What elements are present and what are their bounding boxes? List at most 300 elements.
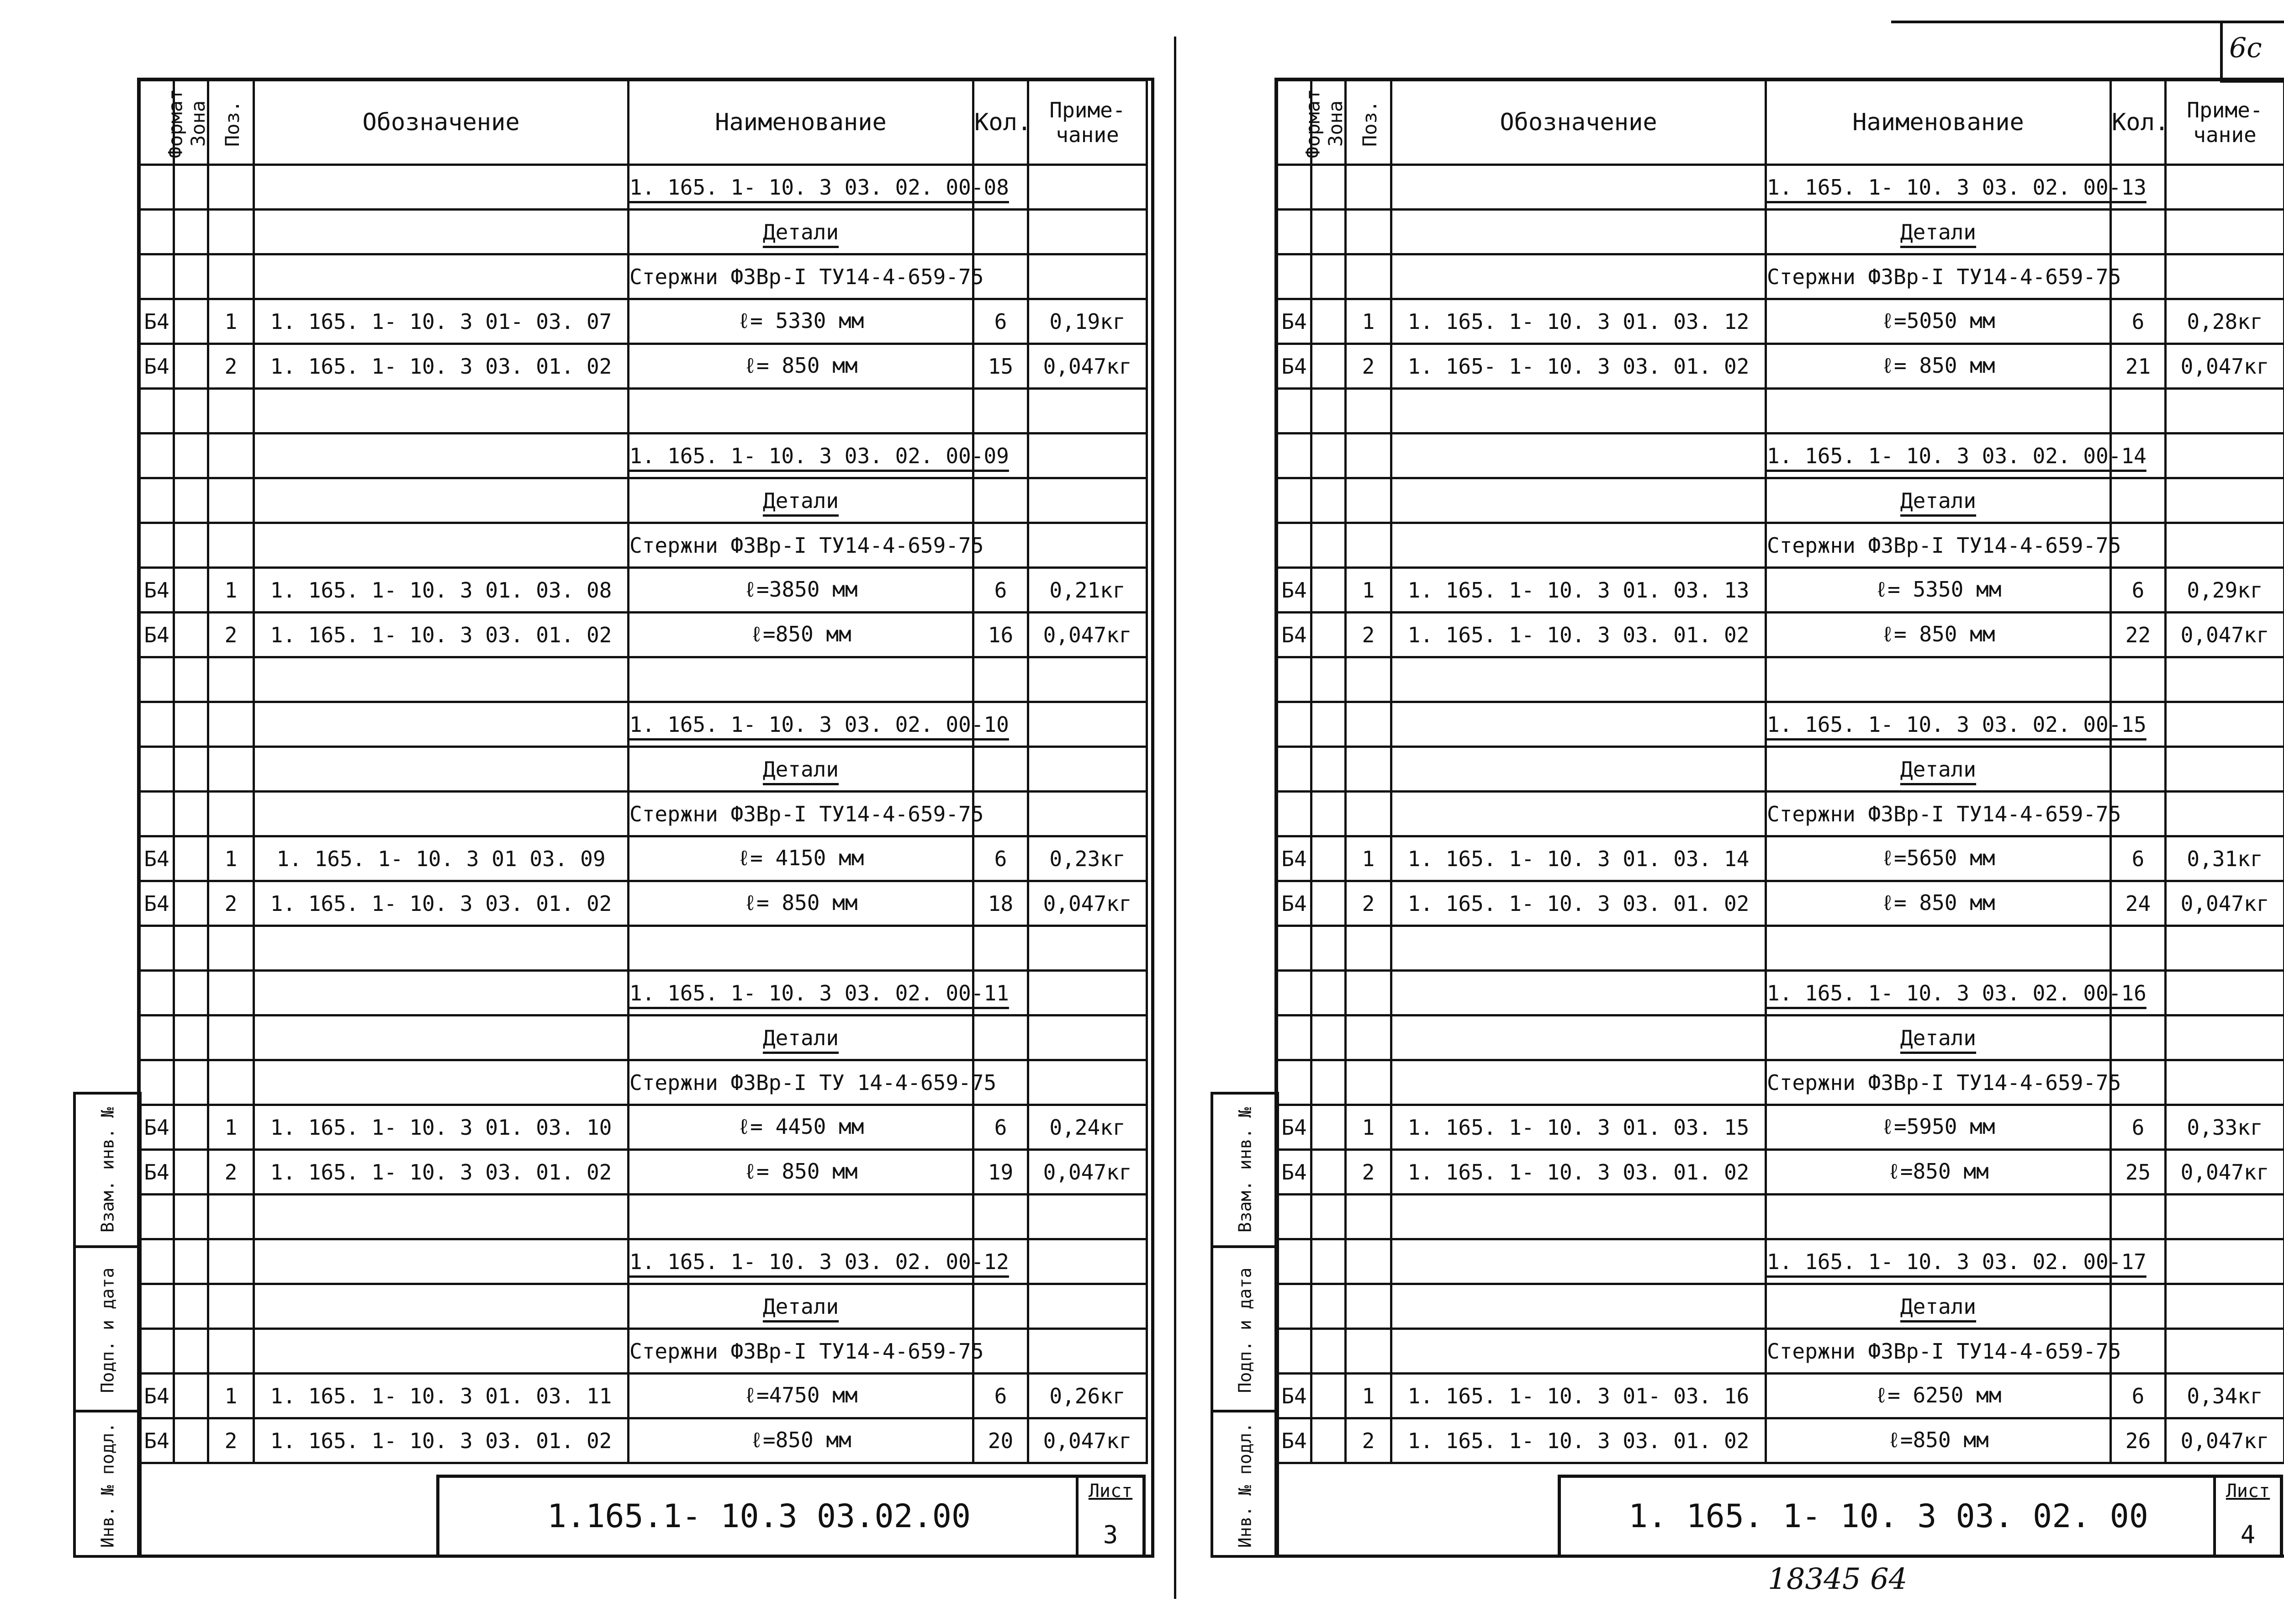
cell-pos: 1 [208, 299, 254, 344]
spec-row [1277, 1418, 2284, 1463]
cell-pos [1346, 210, 1391, 254]
cell-qty [973, 1284, 1028, 1329]
cell-format: Б4 [1277, 1374, 1311, 1418]
cell-name [629, 702, 1009, 747]
cell-designation [1391, 1239, 1766, 1284]
cell-note: 0,31кг [2166, 836, 2284, 881]
spec-row [140, 434, 1147, 478]
left-margin-stamp [73, 1092, 142, 1558]
cell-name: ℓ= 850 мм [1766, 344, 2111, 389]
cell-name: Стержни Ф3Вр-I ТУ14-4-659-75 [1766, 792, 2111, 836]
underlined-title: 1. 165. 1- 10. 3 03. 02. 00-14 [1767, 443, 2147, 468]
spec-row [1277, 299, 2284, 344]
cell-designation [254, 165, 629, 210]
cell-zone [1311, 254, 1346, 299]
cell-format: Б4 [140, 881, 174, 926]
cell-note [2166, 523, 2284, 568]
cell-note: 0,19кг [1028, 299, 1147, 344]
cell-qty: 6 [973, 1374, 1028, 1418]
spec-row [140, 568, 1147, 613]
spec-row [140, 344, 1147, 389]
cell-zone [1311, 702, 1346, 747]
cell-qty: 24 [2111, 881, 2166, 926]
cell-pos [1346, 1016, 1391, 1060]
cell-pos: 2 [208, 881, 254, 926]
underlined-title: 1. 165. 1- 10. 3 03. 02. 00-16 [1767, 980, 2147, 1005]
cell-pos [208, 1239, 254, 1284]
cell-designation [254, 478, 629, 523]
left-sheet-label: Лист [1088, 1481, 1133, 1502]
cell-format [140, 523, 174, 568]
margin-label-podp-r: Подп. и дата [1235, 1267, 1255, 1393]
left-title-block [436, 1475, 1146, 1558]
spec-row [1277, 1329, 2284, 1374]
cell-format: Б4 [1277, 836, 1311, 881]
spec-row [140, 702, 1147, 747]
cell-note [2166, 478, 2284, 523]
cell-qty [973, 210, 1028, 254]
cell-zone [1311, 613, 1346, 657]
underlined-title: 1. 165. 1- 10. 3 03. 02. 00-11 [629, 980, 1009, 1005]
cell-note [1028, 254, 1147, 299]
cell-zone [174, 1195, 208, 1239]
cell-zone [174, 1418, 208, 1463]
left-sheet-box [1076, 1478, 1142, 1555]
cell-zone [174, 434, 208, 478]
cell-zone [1311, 971, 1346, 1016]
cell-note [1028, 792, 1147, 836]
cell-pos [1346, 1284, 1391, 1329]
cell-note [2166, 702, 2284, 747]
cell-name [629, 389, 973, 434]
underlined-title: 1. 165. 1- 10. 3 03. 02. 00-10 [629, 712, 1009, 737]
cell-format: Б4 [140, 1105, 174, 1150]
right-title-block [1558, 1475, 2283, 1558]
spec-row [1277, 1374, 2284, 1418]
underlined-title: Детали [762, 488, 839, 513]
cell-qty: 6 [2111, 1374, 2166, 1418]
spec-row [1277, 1150, 2284, 1195]
header-designation: Обозначение [254, 80, 629, 165]
cell-pos [1346, 254, 1391, 299]
cell-zone [1311, 210, 1346, 254]
cell-designation: 1. 165. 1- 10. 3 01. 03. 10 [254, 1105, 629, 1150]
cell-qty [2111, 926, 2166, 971]
cell-note: 0,047кг [2166, 881, 2284, 926]
cell-pos [208, 389, 254, 434]
cell-qty: 6 [2111, 836, 2166, 881]
cell-note [1028, 523, 1147, 568]
cell-format: Б4 [1277, 1150, 1311, 1195]
cell-zone [174, 836, 208, 881]
cell-zone [1311, 389, 1346, 434]
cell-designation [1391, 523, 1766, 568]
cell-name: Стержни Ф3Вр-I ТУ14-4-659-75 [1766, 1060, 2111, 1105]
cell-designation: 1. 165. 1- 10. 3 01. 03. 14 [1391, 836, 1766, 881]
margin-cell-inv-r [1213, 1410, 1276, 1558]
cell-note: 0,24кг [1028, 1105, 1147, 1150]
cell-pos [208, 254, 254, 299]
cell-format: Б4 [140, 836, 174, 881]
cell-name [629, 478, 973, 523]
spec-row [140, 1418, 1147, 1463]
spec-row [140, 478, 1147, 523]
cell-note [1028, 971, 1147, 1016]
cell-name [629, 165, 1009, 210]
cell-qty: 6 [973, 568, 1028, 613]
cell-pos [1346, 478, 1391, 523]
cell-designation [254, 1284, 629, 1329]
cell-note: 0,28кг [2166, 299, 2284, 344]
cell-qty: 18 [973, 881, 1028, 926]
cell-note [2166, 971, 2284, 1016]
spec-row [1277, 1060, 2284, 1105]
cell-note [2166, 165, 2284, 210]
cell-name: ℓ= 5350 мм [1766, 568, 2111, 613]
cell-note: 0,23кг [1028, 836, 1147, 881]
cell-pos [1346, 702, 1391, 747]
header-pos: Поз. [1346, 80, 1391, 165]
header-qty: Кол. [2111, 80, 2166, 165]
cell-name: Стержни Ф3Вр-I ТУ14-4-659-75 [1766, 254, 2111, 299]
cell-format: Б4 [1277, 1105, 1311, 1150]
cell-zone [174, 1329, 208, 1374]
cell-pos: 1 [208, 1374, 254, 1418]
margin-label-podp: Подп. и дата [97, 1267, 118, 1393]
cell-note [2166, 747, 2284, 792]
cell-zone [174, 1016, 208, 1060]
cell-format [140, 165, 174, 210]
cell-name [1766, 210, 2111, 254]
cell-zone [1311, 299, 1346, 344]
left-spec-table [138, 79, 1148, 1464]
right-stamp-code: 1. 165. 1- 10. 3 03. 02. 00 [1628, 1497, 2148, 1535]
cell-pos: 1 [1346, 568, 1391, 613]
header-designation: Обозначение [1391, 80, 1766, 165]
cell-note: 0,047кг [1028, 1150, 1147, 1195]
underlined-title: Детали [1900, 488, 1977, 513]
cell-format [1277, 478, 1311, 523]
cell-note: 0,047кг [2166, 344, 2284, 389]
cell-zone [174, 792, 208, 836]
cell-qty [973, 747, 1028, 792]
right-sheet-box [2213, 1478, 2280, 1555]
cell-designation [254, 971, 629, 1016]
cell-format [140, 971, 174, 1016]
spec-row [140, 926, 1147, 971]
cell-name [629, 1016, 973, 1060]
cell-name: ℓ=5650 мм [1766, 836, 2111, 881]
cell-format: Б4 [140, 1418, 174, 1463]
cell-designation [254, 657, 629, 702]
cell-qty: 6 [2111, 299, 2166, 344]
spec-row [1277, 926, 2284, 971]
cell-pos: 2 [1346, 613, 1391, 657]
cell-pos: 1 [1346, 1374, 1391, 1418]
cell-qty: 22 [2111, 613, 2166, 657]
cell-format [140, 1329, 174, 1374]
underlined-title: Детали [1900, 1025, 1977, 1050]
right-spec-table [1276, 79, 2284, 1464]
cell-format [1277, 1016, 1311, 1060]
cell-zone [174, 881, 208, 926]
cell-note [1028, 702, 1147, 747]
cell-format: Б4 [1277, 299, 1311, 344]
cell-pos: 2 [208, 613, 254, 657]
cell-zone [1311, 881, 1346, 926]
cell-note [2166, 1329, 2284, 1374]
cell-format [140, 1060, 174, 1105]
underlined-title: Детали [762, 756, 839, 782]
cell-name [629, 657, 973, 702]
cell-qty: 20 [973, 1418, 1028, 1463]
cell-note [2166, 254, 2284, 299]
header-row [1277, 80, 2284, 165]
spec-row [140, 523, 1147, 568]
spec-row [140, 881, 1147, 926]
cell-note [2166, 210, 2284, 254]
spec-row [140, 792, 1147, 836]
cell-designation [1391, 1284, 1766, 1329]
spec-row [1277, 657, 2284, 702]
spec-row [1277, 1284, 2284, 1329]
cell-qty: 26 [2111, 1418, 2166, 1463]
cell-name [1766, 1195, 2111, 1239]
spec-row [140, 1016, 1147, 1060]
spec-row [140, 1284, 1147, 1329]
cell-qty: 25 [2111, 1150, 2166, 1195]
cell-pos: 1 [1346, 299, 1391, 344]
cell-zone [174, 254, 208, 299]
cell-zone [174, 971, 208, 1016]
cell-format [1277, 926, 1311, 971]
cell-zone [1311, 478, 1346, 523]
cell-name: ℓ= 5330 мм [629, 299, 973, 344]
margin-cell-vzam [76, 1095, 139, 1245]
cell-designation: 1. 165. 1- 10. 3 01. 03. 13 [1391, 568, 1766, 613]
cell-zone [174, 1239, 208, 1284]
cell-format: Б4 [140, 299, 174, 344]
cell-zone [174, 568, 208, 613]
cell-zone [174, 1284, 208, 1329]
cell-format [140, 747, 174, 792]
cell-qty: 21 [2111, 344, 2166, 389]
cell-zone [174, 344, 208, 389]
cell-pos [208, 434, 254, 478]
cell-name [629, 210, 973, 254]
spec-row [140, 1329, 1147, 1374]
cell-note [1028, 747, 1147, 792]
cell-zone [174, 1150, 208, 1195]
cell-qty [2111, 210, 2166, 254]
cell-note [1028, 1060, 1147, 1105]
cell-zone [174, 747, 208, 792]
cell-zone [1311, 1239, 1346, 1284]
cell-designation: 1. 165. 1- 10. 3 03. 01. 02 [254, 613, 629, 657]
cell-note: 0,047кг [2166, 613, 2284, 657]
cell-name [1766, 1239, 2147, 1284]
cell-name [1766, 434, 2147, 478]
cell-zone [1311, 1105, 1346, 1150]
cell-zone [1311, 568, 1346, 613]
spec-row [1277, 613, 2284, 657]
margin-label-vzam: Взам. инв. № [97, 1107, 118, 1233]
cell-note: 0,33кг [2166, 1105, 2284, 1150]
left-stamp-code: 1.165.1- 10.3 03.02.00 [547, 1497, 971, 1535]
cell-format [140, 478, 174, 523]
cell-note [1028, 165, 1147, 210]
cell-note [1028, 434, 1147, 478]
spec-row [1277, 971, 2284, 1016]
cell-zone [1311, 1284, 1346, 1329]
cell-zone [1311, 657, 1346, 702]
cell-pos [1346, 1329, 1391, 1374]
cell-designation: 1. 165- 1- 10. 3 03. 01. 02 [1391, 344, 1766, 389]
spec-row [1277, 165, 2284, 210]
cell-pos [208, 926, 254, 971]
cell-zone [1311, 792, 1346, 836]
header-name: Наименование [1766, 80, 2111, 165]
cell-zone [174, 165, 208, 210]
underlined-title: Детали [762, 1294, 839, 1319]
cell-name [1766, 657, 2111, 702]
spec-row [1277, 792, 2284, 836]
cell-pos [208, 478, 254, 523]
cell-note [2166, 657, 2284, 702]
cell-designation [254, 747, 629, 792]
cell-format: Б4 [140, 344, 174, 389]
cell-note: 0,047кг [1028, 881, 1147, 926]
cell-name: ℓ=850 мм [1766, 1150, 2111, 1195]
cell-pos [1346, 434, 1391, 478]
cell-designation [1391, 792, 1766, 836]
cell-note [2166, 1016, 2284, 1060]
header-qty: Кол. [973, 80, 1028, 165]
cell-designation: 1. 165. 1- 10. 3 01. 03. 11 [254, 1374, 629, 1418]
cell-note [2166, 1195, 2284, 1239]
cell-zone [1311, 344, 1346, 389]
cell-pos: 1 [208, 1105, 254, 1150]
cell-name [1766, 389, 2111, 434]
cell-designation [254, 702, 629, 747]
cell-pos [208, 523, 254, 568]
cell-qty [973, 657, 1028, 702]
cell-pos [1346, 165, 1391, 210]
cell-designation [1391, 926, 1766, 971]
spec-row [1277, 1195, 2284, 1239]
cell-qty [973, 389, 1028, 434]
cell-format [140, 657, 174, 702]
spec-row [1277, 254, 2284, 299]
spec-row [140, 299, 1147, 344]
cell-name: ℓ=850 мм [629, 1418, 973, 1463]
cell-qty: 16 [973, 613, 1028, 657]
cell-pos [1346, 747, 1391, 792]
cell-format [1277, 165, 1311, 210]
cell-pos [1346, 792, 1391, 836]
cell-zone [174, 613, 208, 657]
cell-format [1277, 1329, 1311, 1374]
cell-format: Б4 [1277, 568, 1311, 613]
spec-row [140, 1060, 1147, 1105]
spec-row [140, 836, 1147, 881]
cell-name: ℓ=850 мм [1766, 1418, 2111, 1463]
cell-pos: 2 [1346, 1418, 1391, 1463]
cell-format: Б4 [1277, 1418, 1311, 1463]
cell-pos [1346, 1239, 1391, 1284]
cell-pos: 2 [1346, 1150, 1391, 1195]
cell-designation [254, 210, 629, 254]
cell-designation [254, 389, 629, 434]
cell-note [2166, 792, 2284, 836]
cell-pos [208, 1016, 254, 1060]
spec-row [1277, 1016, 2284, 1060]
cell-zone [174, 523, 208, 568]
spec-row [1277, 478, 2284, 523]
cell-qty: 6 [2111, 568, 2166, 613]
spec-row [140, 613, 1147, 657]
cell-designation: 1. 165. 1- 10. 3 03. 01. 02 [1391, 881, 1766, 926]
spec-row [140, 1239, 1147, 1284]
cell-designation [254, 1060, 629, 1105]
cell-qty [973, 478, 1028, 523]
cell-format [1277, 702, 1311, 747]
cell-format [140, 389, 174, 434]
cell-designation [254, 1239, 629, 1284]
cell-zone [174, 702, 208, 747]
cell-format [1277, 389, 1311, 434]
cell-designation: 1. 165. 1- 10. 3 01. 03. 12 [1391, 299, 1766, 344]
cell-format [1277, 210, 1311, 254]
cell-format: Б4 [1277, 613, 1311, 657]
spec-row [1277, 210, 2284, 254]
cell-note [1028, 1329, 1147, 1374]
cell-qty [2111, 1016, 2166, 1060]
cell-qty [2111, 1284, 2166, 1329]
cell-note [1028, 210, 1147, 254]
cell-name [1766, 702, 2147, 747]
cell-designation [1391, 1195, 1766, 1239]
cell-zone [1311, 1195, 1346, 1239]
cell-qty [2111, 747, 2166, 792]
cell-note: 0,047кг [2166, 1150, 2284, 1195]
cell-zone [1311, 1329, 1346, 1374]
cell-designation: 1. 165. 1- 10. 3 03. 01. 02 [254, 344, 629, 389]
header-format: Формат [1277, 80, 1311, 165]
cell-name: ℓ=850 мм [629, 613, 973, 657]
right-sheet-number: 4 [2240, 1520, 2256, 1549]
cell-pos [1346, 926, 1391, 971]
spec-row [1277, 1239, 2284, 1284]
spec-row [140, 254, 1147, 299]
margin-label-inv: Инв. № подл. [97, 1422, 118, 1548]
cell-pos [1346, 523, 1391, 568]
cell-name: Стержни Ф3Вр-I ТУ14-4-659-75 [629, 1329, 973, 1374]
cell-format [1277, 1195, 1311, 1239]
cell-designation [254, 926, 629, 971]
header-pos: Поз. [208, 80, 254, 165]
cell-format [140, 1195, 174, 1239]
cell-designation [1391, 254, 1766, 299]
cell-designation: 1. 165. 1- 10. 3 03. 01. 02 [1391, 1418, 1766, 1463]
cell-note [1028, 1284, 1147, 1329]
spec-row [1277, 523, 2284, 568]
cell-note [2166, 434, 2284, 478]
cell-pos: 2 [208, 1150, 254, 1195]
cell-zone [1311, 1418, 1346, 1463]
cell-format: Б4 [140, 1150, 174, 1195]
margin-label-inv-r: Инв. № подл. [1235, 1422, 1255, 1548]
